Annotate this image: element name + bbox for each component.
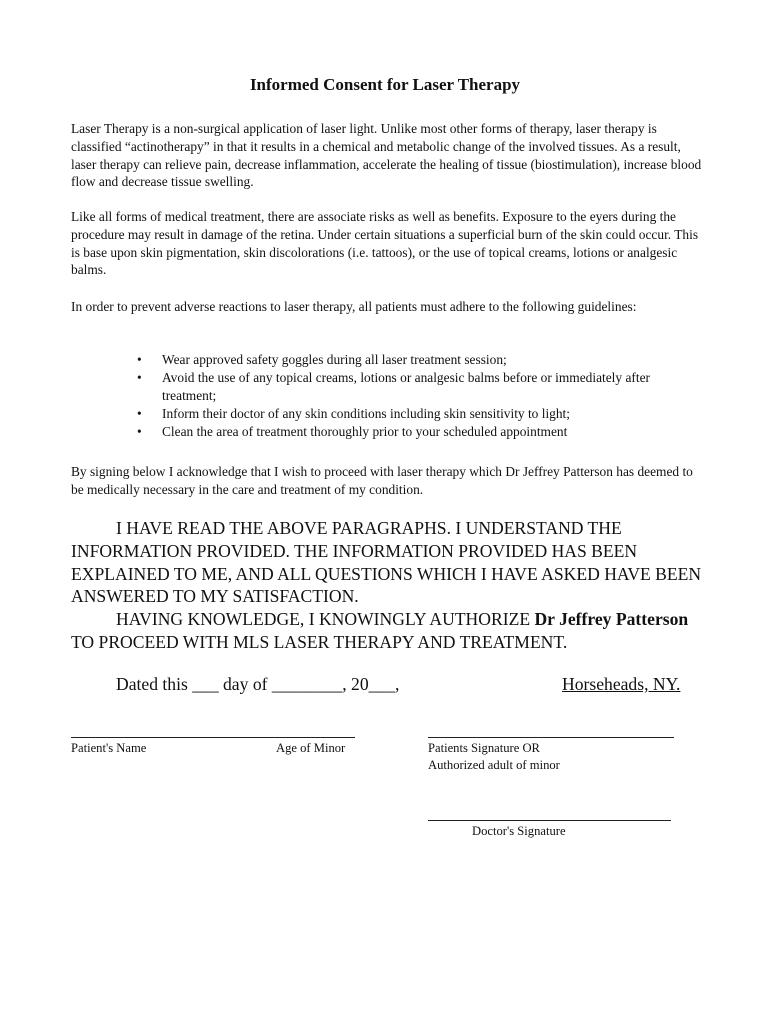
guideline-item: • Avoid the use of any topical creams, lotions or analgesic balms before or immediately after treatment; [137,369,697,405]
doctor-signature-line [428,820,671,821]
doctor-signature-label: Doctor's Signature [472,824,566,838]
guideline-item: • Wear approved safety goggles during all laser treatment session; [137,351,697,369]
guideline-item: • Clean the area of treatment thoroughly prior to your scheduled appointment [137,423,697,441]
dated-line: Dated this ___ day of ________, 20___, [116,674,400,694]
patient-name-label: Patient's Name [71,741,147,755]
patient-name-signature-line [71,737,355,738]
guidelines-list [137,351,697,441]
guidelines-intro-paragraph: In order to prevent adverse reactions to laser therapy, all patients must adhere to the following guidelines: [71,299,637,314]
statement-prefix: HAVING KNOWLEDGE, I KNOWINGLY AUTHORIZE [116,609,535,630]
consent-statement-2 [71,608,711,654]
location: Horseheads, NY. [562,674,681,694]
consent-statement [71,517,711,654]
document-title: Informed Consent for Laser Therapy [249,75,521,94]
authorized-adult-label: Authorized adult of minor [428,758,560,772]
patient-signature-line [428,737,674,738]
risks-paragraph: Like all forms of medical treatment, there are associate risks as well as benefits. Exposure to the eyers during the procedure may result in damage of the retina. Under certain situations a superficial burn of the skin could occur. This is base upon skin pigmentation, skin discolorations (i.e. tattoos), or the use of topical creams, lotions or analgesic balms. [71,209,699,278]
guideline-item: • Inform their doctor of any skin conditions including skin sensitivity to light; [137,405,697,423]
consent-statement-1 [71,517,711,608]
age-of-minor-label: Age of Minor [276,741,346,755]
intro-paragraph: Laser Therapy is a non-surgical application of laser light. Unlike most other forms of therapy, laser therapy is classified “actinotherapy” in that it results in a chemical and metabolic change of the involved tissues. As a result, laser therapy can relieve pain, decrease inflammation, accelerate the healing of tissue (biostimulation), increase blood flow and decrease tissue swelling. [71,121,702,190]
patient-signature-label: Patients Signature OR [428,741,540,755]
statement-suffix: TO PROCEED WITH MLS LASER THERAPY AND TREATMENT. [71,631,568,652]
statement-text: I HAVE READ THE ABOVE PARAGRAPHS. I UNDERSTAND THE INFORMATION PROVIDED. THE INFORMATION PROVIDED HAS BEEN EXPLAINED TO ME, AND ALL QUESTIONS WHICH I HAVE ASKED HAVE BEEN ANSWERED TO MY SATISFACTION. [71,518,702,607]
authorized-doctor-name: Dr Jeffrey Patterson [534,609,689,630]
acknowledgement-paragraph: By signing below I acknowledge that I wish to proceed with laser therapy which Dr Jeffrey Patterson has deemed to be medically necessary in the care and treatment of my condition. [71,464,693,497]
